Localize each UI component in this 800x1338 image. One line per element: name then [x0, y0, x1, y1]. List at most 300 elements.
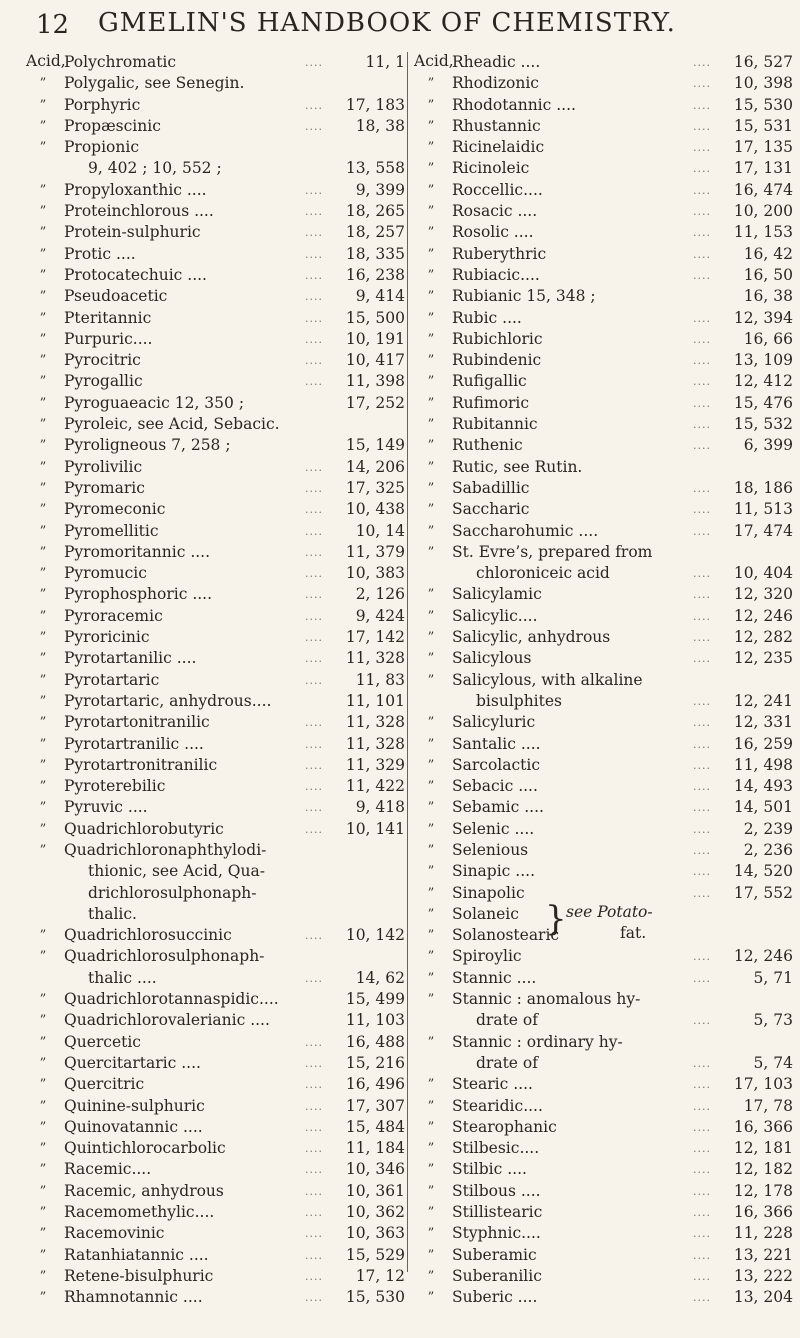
index-entry	[39, 478, 411, 499]
volume-page-ref: 15, 529	[345, 1245, 405, 1264]
index-entry	[39, 1032, 411, 1053]
volume-page-ref: 12, 412	[733, 372, 793, 391]
solanic-brace: }	[545, 899, 567, 939]
index-entry	[427, 1181, 799, 1202]
entry-name: St. Evre’s, prepared from	[452, 542, 653, 561]
ditto-mark: ”	[39, 779, 47, 795]
entry-name: Racemic, anhydrous	[64, 1181, 224, 1200]
entry-name: Protic ....	[64, 244, 136, 263]
index-entry	[427, 329, 799, 350]
index-entry	[39, 244, 411, 265]
volume-page-ref: 11, 328	[345, 734, 405, 753]
index-entry	[427, 627, 799, 648]
index-entry	[427, 1032, 799, 1053]
entry-name: Protein-sulphuric	[64, 223, 201, 242]
index-entry	[39, 925, 411, 946]
ditto-mark: ”	[39, 544, 47, 560]
entry-name: Racemomethylic....	[64, 1203, 215, 1222]
index-entry	[39, 371, 411, 392]
leader-dots: ....	[693, 56, 711, 69]
ditto-mark: ”	[427, 800, 435, 816]
volume-page-ref: 18, 265	[345, 202, 405, 221]
entry-name: Rutic, see Rutin.	[452, 457, 583, 476]
volume-page-ref: 16, 366	[733, 1117, 793, 1136]
volume-page-ref: 11, 228	[733, 1224, 793, 1243]
index-entry	[452, 1053, 799, 1074]
entry-name: Stilbic ....	[452, 1160, 527, 1179]
volume-page-ref: 2, 126	[355, 585, 405, 604]
leader-dots: ....	[693, 716, 711, 730]
index-entry	[427, 371, 799, 392]
running-title: GMELIN'S HANDBOOK OF CHEMISTRY.	[98, 8, 676, 38]
page-number: 12	[36, 10, 70, 40]
entry-name: thalic ....	[88, 968, 157, 987]
left-column-head: Acid,	[26, 52, 66, 70]
entry-name: Propyloxanthic ....	[64, 180, 207, 199]
entry-name: Stilbesic....	[452, 1139, 540, 1158]
leader-dots: ....	[693, 1014, 711, 1028]
leader-dots: ....	[693, 886, 711, 900]
index-entry	[39, 712, 411, 733]
index-entry	[39, 1245, 411, 1266]
entry-name: Pyrocitric	[64, 351, 141, 370]
volume-page-ref: 9, 399	[355, 180, 405, 199]
volume-page-ref: 10, 383	[345, 564, 405, 583]
leader-dots: ....	[693, 119, 711, 133]
leader-dots: ....	[693, 1206, 711, 1220]
index-entry	[39, 521, 411, 542]
volume-page-ref: 6, 399	[743, 436, 793, 455]
entry-name: Quercitartaric ....	[64, 1053, 201, 1072]
leader-dots: ....	[305, 460, 323, 474]
leader-dots: ....	[693, 439, 711, 453]
entry-name: Styphnic....	[452, 1224, 541, 1243]
page-header	[0, 0, 800, 46]
index-entry	[427, 350, 799, 371]
ditto-mark: ”	[39, 757, 47, 773]
entry-name: Suberic ....	[452, 1288, 538, 1307]
index-entry	[427, 1266, 799, 1287]
index-entry	[39, 1159, 411, 1180]
ditto-mark: ”	[427, 992, 435, 1008]
leader-dots: ....	[305, 247, 323, 261]
index-entry	[39, 1074, 411, 1095]
ditto-mark: ”	[427, 310, 435, 326]
index-entry	[39, 606, 411, 627]
ditto-mark: ”	[427, 204, 435, 220]
leader-dots: ....	[693, 311, 711, 325]
leader-dots: ....	[305, 631, 323, 645]
index-entry	[427, 286, 799, 307]
volume-page-ref: 12, 246	[733, 606, 793, 625]
ditto-mark: ”	[39, 1098, 47, 1114]
entry-name: Pyrotartanilic ....	[64, 649, 197, 668]
entry-name: Solanostearic	[452, 926, 560, 945]
ditto-mark: ”	[39, 1077, 47, 1093]
volume-page-ref: 11, 329	[345, 755, 405, 774]
leader-dots: ....	[305, 1206, 323, 1220]
ditto-mark: ”	[427, 1162, 435, 1178]
ditto-mark: ”	[427, 587, 435, 603]
volume-page-ref: 17, 12	[355, 1266, 405, 1285]
solanic-see-note: see Potato-	[566, 903, 653, 921]
entry-name: Sabadillic	[452, 478, 530, 497]
volume-page-ref: 13, 204	[733, 1288, 793, 1307]
index-entry	[39, 1010, 411, 1031]
volume-page-ref: 10, 14	[355, 521, 405, 540]
volume-page-ref: 11, 398	[345, 372, 405, 391]
index-entry	[427, 116, 799, 137]
entry-name: Quintichlorocarbolic	[64, 1139, 226, 1158]
ditto-mark: ”	[39, 1119, 47, 1135]
volume-page-ref: 17, 142	[345, 628, 405, 647]
ditto-mark: ”	[39, 1013, 47, 1029]
ditto-mark: ”	[39, 246, 47, 262]
entry-name: Pyromeconic	[64, 500, 166, 519]
entry-name: drate of	[476, 1011, 538, 1030]
entry-name: Quadrichlorovalerianic ....	[64, 1011, 270, 1030]
entry-name: Pyrotartaric	[64, 670, 160, 689]
volume-page-ref: 18, 257	[345, 223, 405, 242]
index-entry	[427, 968, 799, 989]
index-entry	[39, 308, 411, 329]
leader-dots: ....	[693, 567, 711, 581]
leader-dots: ....	[693, 609, 711, 623]
ditto-mark: ”	[39, 1268, 47, 1284]
index-entry	[427, 95, 799, 116]
entry-name: Salicylous, with alkaline	[452, 670, 643, 689]
ditto-mark: ”	[427, 438, 435, 454]
entry-name: Salicylic....	[452, 606, 538, 625]
volume-page-ref: 14, 206	[345, 457, 405, 476]
index-entry	[427, 1223, 799, 1244]
index-entry	[452, 1010, 799, 1031]
volume-page-ref: 17, 325	[345, 478, 405, 497]
right-column-head: Acid,	[414, 52, 454, 70]
ditto-mark: ”	[427, 225, 435, 241]
volume-page-ref: 15, 532	[733, 415, 793, 434]
index-entry	[452, 691, 799, 712]
index-entry	[427, 73, 799, 94]
ditto-mark: ”	[39, 608, 47, 624]
ditto-mark: ”	[39, 842, 47, 858]
volume-page-ref: 15, 531	[733, 116, 793, 135]
leader-dots: ....	[693, 822, 711, 836]
ditto-mark: ”	[427, 970, 435, 986]
ditto-mark: ”	[427, 1119, 435, 1135]
index-entry	[427, 606, 799, 627]
index-entry	[39, 755, 411, 776]
index-entry	[39, 1138, 411, 1159]
entry-name: Santalic ....	[452, 734, 541, 753]
entry-name: drate of	[476, 1053, 538, 1072]
right-entries	[427, 52, 799, 1309]
leader-dots: ....	[693, 694, 711, 708]
ditto-mark: ”	[39, 523, 47, 539]
entry-name: Pteritannic	[64, 308, 152, 327]
volume-page-ref: 10, 404	[733, 564, 793, 583]
index-entry	[427, 989, 799, 1010]
index-entry	[39, 329, 411, 350]
ditto-mark: ”	[39, 715, 47, 731]
entry-name: Sarcolactic	[452, 755, 541, 774]
entry-name: Quinovatannic ....	[64, 1117, 203, 1136]
volume-page-ref: 12, 394	[733, 308, 793, 327]
leader-dots: ....	[693, 1248, 711, 1262]
volume-page-ref: 12, 241	[733, 691, 793, 710]
leader-dots: ....	[693, 1078, 711, 1092]
volume-page-ref: 16, 42	[743, 244, 793, 263]
leader-dots: ....	[305, 481, 323, 495]
ditto-mark: ”	[39, 1183, 47, 1199]
leader-dots: ....	[305, 119, 323, 133]
volume-page-ref: 18, 335	[345, 244, 405, 263]
ditto-mark: ”	[427, 140, 435, 156]
volume-page-ref: 14, 520	[733, 862, 793, 881]
entry-name: Rufimoric	[452, 393, 530, 412]
index-entry	[427, 435, 799, 456]
index-entry	[427, 797, 799, 818]
leader-dots: ....	[305, 503, 323, 517]
entry-name: Solaneic	[452, 904, 519, 923]
index-entry	[427, 542, 799, 563]
ditto-mark: ”	[427, 1290, 435, 1306]
ditto-mark: ”	[427, 949, 435, 965]
leader-dots: ....	[305, 822, 323, 836]
ditto-mark: ”	[39, 1226, 47, 1242]
ditto-mark: ”	[427, 118, 435, 134]
ditto-mark: ”	[427, 331, 435, 347]
index-entry	[427, 244, 799, 265]
entry-name: bisulphites	[476, 691, 562, 710]
entry-name: Pyromoritannic ....	[64, 542, 211, 561]
index-entry	[39, 584, 411, 605]
volume-page-ref: 11, 1	[365, 53, 405, 71]
volume-page-ref: 17, 183	[345, 95, 405, 114]
leader-dots: ....	[693, 1120, 711, 1134]
index-entry	[39, 1096, 411, 1117]
leader-dots: ....	[693, 481, 711, 495]
index-entry	[427, 414, 799, 435]
volume-page-ref: 10, 142	[345, 926, 405, 945]
volume-page-ref: 12, 181	[733, 1139, 793, 1158]
leader-dots: ....	[305, 354, 323, 368]
entry-name: Salicylous	[452, 649, 532, 668]
ditto-mark: ”	[427, 630, 435, 646]
index-entry	[39, 73, 411, 94]
ditto-mark: ”	[427, 651, 435, 667]
index-entry	[427, 1096, 799, 1117]
leader-dots: ....	[693, 950, 711, 964]
entry-name: Stillistearic	[452, 1203, 543, 1222]
entry-name: Rubianic 15, 348 ;	[452, 287, 596, 306]
ditto-mark: ”	[39, 395, 47, 411]
index-entry	[427, 712, 799, 733]
entry-name: Pyroricinic	[64, 628, 150, 647]
index-entry	[39, 734, 411, 755]
index-entry	[427, 1245, 799, 1266]
index-entry	[452, 52, 799, 73]
ditto-mark: ”	[427, 76, 435, 92]
volume-page-ref: 5, 71	[753, 968, 793, 987]
ditto-mark: ”	[427, 715, 435, 731]
entry-name: Selenious	[452, 840, 529, 859]
volume-page-ref: 5, 74	[753, 1053, 793, 1072]
entry-name: Purpuric....	[64, 329, 153, 348]
ditto-mark: ”	[39, 566, 47, 582]
entry-name: Racemic....	[64, 1160, 152, 1179]
ditto-mark: ”	[427, 502, 435, 518]
leader-dots: ....	[693, 971, 711, 985]
ditto-mark: ”	[39, 331, 47, 347]
volume-page-ref: 10, 346	[345, 1160, 405, 1179]
leader-dots: ....	[693, 183, 711, 197]
leader-dots: ....	[693, 375, 711, 389]
volume-page-ref: 10, 361	[345, 1181, 405, 1200]
index-entry	[427, 819, 799, 840]
ditto-mark: ”	[39, 736, 47, 752]
ditto-mark: ”	[427, 523, 435, 539]
index-entry	[427, 1117, 799, 1138]
index-entry	[39, 201, 411, 222]
ditto-mark: ”	[39, 928, 47, 944]
volume-page-ref: 2, 236	[743, 840, 793, 859]
volume-page-ref: 11, 83	[355, 670, 405, 689]
entry-name: Quadrichloronaphthylodi-	[64, 840, 267, 859]
entry-name: Rhodizonic	[452, 74, 539, 93]
entry-name: drichlorosulphonaph-	[88, 883, 257, 902]
entry-name: Propæscinic	[64, 116, 161, 135]
index-entry	[427, 670, 799, 691]
leader-dots: ....	[693, 801, 711, 815]
entry-name: 9, 402 ; 10, 552 ;	[88, 159, 222, 178]
ditto-mark: ”	[427, 1034, 435, 1050]
index-entry	[39, 1287, 411, 1308]
leader-dots: ....	[305, 673, 323, 687]
entry-name: Pyromellitic	[64, 521, 159, 540]
index-entry	[39, 393, 411, 414]
index-entry	[427, 584, 799, 605]
entry-name: Ratanhiatannic ....	[64, 1245, 209, 1264]
leader-dots: ....	[693, 332, 711, 346]
leader-dots: ....	[305, 971, 323, 985]
leader-dots: ....	[305, 524, 323, 538]
entry-name: Stannic : ordinary hy-	[452, 1032, 623, 1051]
ditto-mark: ”	[427, 736, 435, 752]
index-entry	[39, 180, 411, 201]
volume-page-ref: 12, 178	[733, 1181, 793, 1200]
volume-page-ref: 12, 182	[733, 1160, 793, 1179]
leader-dots: ....	[305, 716, 323, 730]
index-entry	[39, 1266, 411, 1287]
index-entry	[39, 1053, 411, 1074]
entry-name: Rhodotannic ....	[452, 95, 576, 114]
entry-name: Pyroterebilic	[64, 777, 166, 796]
solanic-fat-note: fat.	[620, 924, 647, 942]
ditto-mark: ”	[427, 1098, 435, 1114]
leader-dots: ....	[305, 780, 323, 794]
volume-page-ref: 17, 307	[345, 1096, 405, 1115]
index-entry	[39, 542, 411, 563]
entry-name: Quadrichlorosulphonaph-	[64, 947, 265, 966]
index-entry	[427, 478, 799, 499]
index-entry	[64, 883, 411, 904]
volume-page-ref: 11, 328	[345, 713, 405, 732]
entry-name: Rubitannic	[452, 415, 538, 434]
leader-dots: ....	[693, 77, 711, 91]
ditto-mark: ”	[39, 1141, 47, 1157]
entry-name: Pyrotartaric, anhydrous....	[64, 691, 272, 710]
ditto-mark: ”	[427, 459, 435, 475]
entry-name: Ruberythric	[452, 244, 547, 263]
entry-name: Pyromucic	[64, 564, 147, 583]
volume-page-ref: 11, 103	[345, 1011, 405, 1030]
index-entry	[39, 265, 411, 286]
entry-name: Rubindenic	[452, 351, 542, 370]
volume-page-ref: 16, 527	[733, 53, 793, 71]
leader-dots: ....	[305, 1099, 323, 1113]
ditto-mark: ”	[427, 928, 435, 944]
ditto-mark: ”	[427, 480, 435, 496]
ditto-mark: ”	[39, 672, 47, 688]
volume-page-ref: 16, 474	[733, 180, 793, 199]
ditto-mark: ”	[39, 1290, 47, 1306]
ditto-mark: ”	[39, 97, 47, 113]
index-entry	[39, 137, 411, 158]
volume-page-ref: 10, 398	[733, 74, 793, 93]
volume-page-ref: 15, 484	[345, 1117, 405, 1136]
entry-name: Pyrotartonitranilic	[64, 713, 210, 732]
entry-name: Salicyluric	[452, 713, 536, 732]
leader-dots: ....	[693, 1099, 711, 1113]
index-entry	[427, 158, 799, 179]
index-entry	[427, 883, 799, 904]
leader-dots: ....	[693, 1227, 711, 1241]
ditto-mark: ”	[39, 310, 47, 326]
volume-page-ref: 2, 239	[743, 819, 793, 838]
volume-page-ref: 17, 474	[733, 521, 793, 540]
leader-dots: ....	[693, 418, 711, 432]
ditto-mark: ”	[39, 502, 47, 518]
volume-page-ref: 15, 476	[733, 393, 793, 412]
entry-name: Rosacic ....	[452, 202, 538, 221]
entry-name: Stearophanic	[452, 1117, 557, 1136]
volume-page-ref: 9, 418	[355, 798, 405, 817]
leader-dots: ....	[305, 652, 323, 666]
volume-page-ref: 16, 496	[345, 1075, 405, 1094]
leader-dots: ....	[305, 1035, 323, 1049]
entry-name: Rhamnotannic ....	[64, 1288, 203, 1307]
ditto-mark: ”	[39, 480, 47, 496]
index-entry	[64, 158, 411, 179]
entry-name: Proteinchlorous ....	[64, 202, 214, 221]
volume-page-ref: 15, 216	[345, 1053, 405, 1072]
ditto-mark: ”	[39, 1162, 47, 1178]
leader-dots: ....	[305, 56, 323, 69]
leader-dots: ....	[693, 1184, 711, 1198]
leader-dots: ....	[305, 98, 323, 112]
index-entry	[39, 435, 411, 456]
leader-dots: ....	[693, 98, 711, 112]
leader-dots: ....	[305, 1269, 323, 1283]
entry-name: Pyruvic ....	[64, 798, 148, 817]
entry-name: Polygalic, see Senegin.	[64, 74, 245, 93]
ditto-mark: ”	[39, 992, 47, 1008]
leader-dots: ....	[305, 609, 323, 623]
ditto-mark: ”	[39, 1205, 47, 1221]
index-entry	[39, 946, 411, 967]
index-entry	[39, 222, 411, 243]
